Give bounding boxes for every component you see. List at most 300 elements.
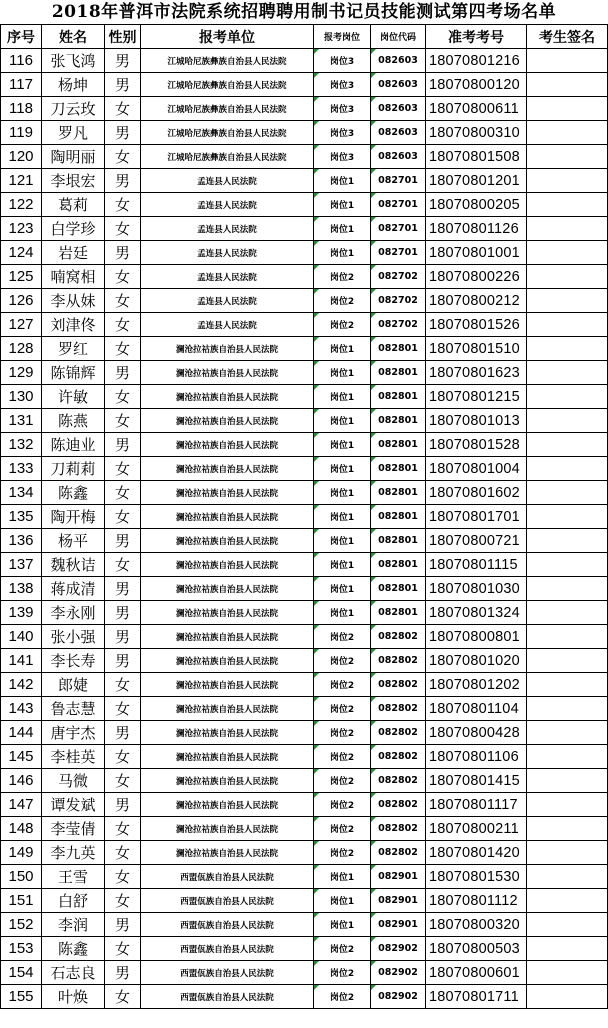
cell-exam-no: 18070800120: [426, 73, 527, 97]
cell-code: 082802: [371, 697, 426, 721]
cell-exam-no: 18070801013: [426, 409, 527, 433]
cell-no: 134: [1, 481, 42, 505]
header-signature: 考生签名: [527, 25, 608, 49]
cell-no: 123: [1, 217, 42, 241]
cell-no: 149: [1, 841, 42, 865]
cell-sex: 男: [105, 433, 141, 457]
cell-signature: [527, 457, 608, 481]
roster-table: [0, 24, 608, 1009]
cell-sex: 男: [105, 649, 141, 673]
cell-code: 082802: [371, 625, 426, 649]
cell-name: 岩廷: [42, 241, 105, 265]
cell-position: 岗位1: [314, 457, 371, 481]
cell-name: 白舒: [42, 889, 105, 913]
cell-position: 岗位2: [314, 649, 371, 673]
cell-no: 143: [1, 697, 42, 721]
cell-signature: [527, 985, 608, 1009]
cell-unit: 澜沧拉祜族自治县人民法院: [141, 841, 314, 865]
cell-code: 082603: [371, 145, 426, 169]
cell-exam-no: 18070800211: [426, 817, 527, 841]
cell-no: 119: [1, 121, 42, 145]
cell-position: 岗位3: [314, 121, 371, 145]
table-row: [1, 793, 608, 817]
cell-unit: 澜沧拉祜族自治县人民法院: [141, 697, 314, 721]
cell-position: 岗位2: [314, 625, 371, 649]
cell-exam-no: 18070801530: [426, 865, 527, 889]
cell-exam-no: 18070800611: [426, 97, 527, 121]
cell-no: 141: [1, 649, 42, 673]
cell-no: 131: [1, 409, 42, 433]
table-row: [1, 409, 608, 433]
cell-no: 137: [1, 553, 42, 577]
cell-position: 岗位1: [314, 553, 371, 577]
cell-exam-no: 18070801030: [426, 577, 527, 601]
cell-signature: [527, 73, 608, 97]
cell-position: 岗位2: [314, 313, 371, 337]
cell-code: 082902: [371, 985, 426, 1009]
cell-signature: [527, 433, 608, 457]
cell-name: 李垠宏: [42, 169, 105, 193]
table-row: [1, 865, 608, 889]
cell-position: 岗位1: [314, 505, 371, 529]
cell-name: 陈鑫: [42, 937, 105, 961]
cell-position: 岗位2: [314, 721, 371, 745]
table-row: [1, 769, 608, 793]
cell-unit: 澜沧拉祜族自治县人民法院: [141, 433, 314, 457]
table-row: [1, 673, 608, 697]
table-row: [1, 841, 608, 865]
cell-exam-no: 18070801201: [426, 169, 527, 193]
cell-sex: 女: [105, 505, 141, 529]
cell-name: 陶明丽: [42, 145, 105, 169]
cell-unit: 江城哈尼族彝族自治县人民法院: [141, 145, 314, 169]
cell-signature: [527, 745, 608, 769]
cell-exam-no: 18070801701: [426, 505, 527, 529]
cell-name: 杨平: [42, 529, 105, 553]
cell-name: 李长寿: [42, 649, 105, 673]
cell-position: 岗位1: [314, 577, 371, 601]
cell-exam-no: 18070801126: [426, 217, 527, 241]
cell-name: 罗红: [42, 337, 105, 361]
cell-no: 128: [1, 337, 42, 361]
cell-sex: 女: [105, 769, 141, 793]
cell-no: 147: [1, 793, 42, 817]
cell-no: 129: [1, 361, 42, 385]
cell-unit: 西盟佤族自治县人民法院: [141, 889, 314, 913]
cell-unit: 西盟佤族自治县人民法院: [141, 937, 314, 961]
cell-sex: 男: [105, 793, 141, 817]
cell-sex: 女: [105, 937, 141, 961]
cell-name: 李桂英: [42, 745, 105, 769]
cell-code: 082802: [371, 817, 426, 841]
cell-code: 082701: [371, 217, 426, 241]
table-row: [1, 649, 608, 673]
cell-exam-no: 18070801528: [426, 433, 527, 457]
cell-code: 082801: [371, 457, 426, 481]
cell-code: 082701: [371, 193, 426, 217]
cell-signature: [527, 961, 608, 985]
cell-name: 葛莉: [42, 193, 105, 217]
cell-code: 082802: [371, 721, 426, 745]
cell-position: 岗位1: [314, 433, 371, 457]
cell-no: 116: [1, 49, 42, 73]
table-row: [1, 913, 608, 937]
cell-position: 岗位2: [314, 937, 371, 961]
cell-name: 陈锦辉: [42, 361, 105, 385]
cell-no: 155: [1, 985, 42, 1009]
cell-exam-no: 18070801104: [426, 697, 527, 721]
cell-sex: 男: [105, 577, 141, 601]
cell-signature: [527, 793, 608, 817]
cell-unit: 澜沧拉祜族自治县人民法院: [141, 553, 314, 577]
cell-name: 叶焕: [42, 985, 105, 1009]
cell-unit: 澜沧拉祜族自治县人民法院: [141, 577, 314, 601]
table-row: [1, 817, 608, 841]
cell-exam-no: 18070801216: [426, 49, 527, 73]
cell-position: 岗位1: [314, 361, 371, 385]
cell-signature: [527, 505, 608, 529]
cell-sex: 男: [105, 529, 141, 553]
cell-signature: [527, 769, 608, 793]
table-row: [1, 169, 608, 193]
cell-code: 082801: [371, 385, 426, 409]
table-row: [1, 241, 608, 265]
cell-unit: 孟连县人民法院: [141, 193, 314, 217]
cell-signature: [527, 937, 608, 961]
cell-unit: 澜沧拉祜族自治县人民法院: [141, 505, 314, 529]
cell-position: 岗位1: [314, 529, 371, 553]
cell-code: 082702: [371, 265, 426, 289]
cell-signature: [527, 145, 608, 169]
cell-unit: 江城哈尼族彝族自治县人民法院: [141, 97, 314, 121]
cell-no: 146: [1, 769, 42, 793]
cell-exam-no: 18070801510: [426, 337, 527, 361]
cell-no: 135: [1, 505, 42, 529]
cell-no: 154: [1, 961, 42, 985]
cell-no: 151: [1, 889, 42, 913]
cell-sex: 女: [105, 313, 141, 337]
cell-code: 082801: [371, 409, 426, 433]
cell-signature: [527, 601, 608, 625]
cell-sex: 男: [105, 961, 141, 985]
cell-signature: [527, 625, 608, 649]
header-name: 姓名: [42, 25, 105, 49]
cell-signature: [527, 193, 608, 217]
cell-exam-no: 18070800503: [426, 937, 527, 961]
cell-no: 127: [1, 313, 42, 337]
cell-position: 岗位1: [314, 601, 371, 625]
cell-no: 130: [1, 385, 42, 409]
cell-code: 082801: [371, 505, 426, 529]
table-row: [1, 457, 608, 481]
cell-sex: 女: [105, 457, 141, 481]
cell-sex: 男: [105, 625, 141, 649]
cell-sex: 女: [105, 97, 141, 121]
cell-sex: 女: [105, 145, 141, 169]
cell-signature: [527, 553, 608, 577]
cell-code: 082801: [371, 601, 426, 625]
cell-sex: 女: [105, 697, 141, 721]
cell-signature: [527, 673, 608, 697]
cell-no: 125: [1, 265, 42, 289]
table-row: [1, 97, 608, 121]
cell-sex: 女: [105, 481, 141, 505]
cell-position: 岗位1: [314, 217, 371, 241]
cell-position: 岗位2: [314, 769, 371, 793]
cell-name: 罗凡: [42, 121, 105, 145]
cell-code: 082801: [371, 433, 426, 457]
table-row: [1, 289, 608, 313]
cell-sex: 女: [105, 817, 141, 841]
cell-signature: [527, 241, 608, 265]
cell-name: 张小强: [42, 625, 105, 649]
cell-name: 张飞鸿: [42, 49, 105, 73]
cell-exam-no: 18070801420: [426, 841, 527, 865]
cell-sex: 女: [105, 673, 141, 697]
cell-unit: 澜沧拉祜族自治县人民法院: [141, 673, 314, 697]
cell-sex: 女: [105, 553, 141, 577]
cell-unit: 西盟佤族自治县人民法院: [141, 985, 314, 1009]
table-row: [1, 361, 608, 385]
header-unit: 报考单位: [141, 25, 314, 49]
cell-exam-no: 18070800320: [426, 913, 527, 937]
cell-sex: 男: [105, 601, 141, 625]
cell-exam-no: 18070801115: [426, 553, 527, 577]
cell-exam-no: 18070801215: [426, 385, 527, 409]
cell-no: 124: [1, 241, 42, 265]
cell-signature: [527, 289, 608, 313]
table-row: [1, 145, 608, 169]
cell-sex: 女: [105, 289, 141, 313]
cell-position: 岗位3: [314, 49, 371, 73]
cell-exam-no: 18070800801: [426, 625, 527, 649]
cell-position: 岗位3: [314, 73, 371, 97]
cell-no: 140: [1, 625, 42, 649]
header-no: 序号: [1, 25, 42, 49]
cell-unit: 澜沧拉祜族自治县人民法院: [141, 817, 314, 841]
cell-sex: 女: [105, 265, 141, 289]
cell-no: 152: [1, 913, 42, 937]
cell-unit: 澜沧拉祜族自治县人民法院: [141, 769, 314, 793]
cell-no: 117: [1, 73, 42, 97]
cell-name: 李莹倩: [42, 817, 105, 841]
cell-sex: 男: [105, 121, 141, 145]
cell-no: 148: [1, 817, 42, 841]
cell-code: 082701: [371, 169, 426, 193]
cell-exam-no: 18070801001: [426, 241, 527, 265]
cell-name: 李永刚: [42, 601, 105, 625]
cell-exam-no: 18070800212: [426, 289, 527, 313]
cell-exam-no: 18070801324: [426, 601, 527, 625]
cell-name: 李润: [42, 913, 105, 937]
cell-name: 刘津佟: [42, 313, 105, 337]
cell-unit: 江城哈尼族彝族自治县人民法院: [141, 121, 314, 145]
cell-position: 岗位2: [314, 793, 371, 817]
cell-no: 145: [1, 745, 42, 769]
cell-unit: 孟连县人民法院: [141, 313, 314, 337]
cell-signature: [527, 697, 608, 721]
cell-unit: 澜沧拉祜族自治县人民法院: [141, 745, 314, 769]
cell-unit: 西盟佤族自治县人民法院: [141, 961, 314, 985]
cell-sex: 男: [105, 721, 141, 745]
cell-unit: 江城哈尼族彝族自治县人民法院: [141, 49, 314, 73]
cell-unit: 澜沧拉祜族自治县人民法院: [141, 721, 314, 745]
cell-name: 郎婕: [42, 673, 105, 697]
cell-signature: [527, 385, 608, 409]
header-code: 岗位代码: [371, 25, 426, 49]
cell-code: 082902: [371, 937, 426, 961]
cell-name: 喃窝相: [42, 265, 105, 289]
cell-exam-no: 18070800205: [426, 193, 527, 217]
cell-no: 132: [1, 433, 42, 457]
cell-exam-no: 18070800721: [426, 529, 527, 553]
cell-code: 082802: [371, 841, 426, 865]
cell-name: 谭发斌: [42, 793, 105, 817]
cell-sex: 男: [105, 913, 141, 937]
cell-exam-no: 18070801106: [426, 745, 527, 769]
table-row: [1, 625, 608, 649]
cell-sex: 男: [105, 241, 141, 265]
table-row: [1, 601, 608, 625]
cell-code: 082603: [371, 121, 426, 145]
cell-code: 082901: [371, 913, 426, 937]
cell-signature: [527, 889, 608, 913]
cell-position: 岗位1: [314, 193, 371, 217]
cell-exam-no: 18070801112: [426, 889, 527, 913]
cell-unit: 澜沧拉祜族自治县人民法院: [141, 529, 314, 553]
cell-exam-no: 18070801602: [426, 481, 527, 505]
cell-name: 蒋成清: [42, 577, 105, 601]
cell-position: 岗位1: [314, 481, 371, 505]
cell-signature: [527, 865, 608, 889]
table-row: [1, 505, 608, 529]
cell-no: 121: [1, 169, 42, 193]
cell-unit: 澜沧拉祜族自治县人民法院: [141, 625, 314, 649]
cell-name: 白学珍: [42, 217, 105, 241]
cell-code: 082801: [371, 529, 426, 553]
cell-name: 陶开梅: [42, 505, 105, 529]
cell-code: 082603: [371, 73, 426, 97]
cell-no: 138: [1, 577, 42, 601]
cell-sex: 男: [105, 361, 141, 385]
cell-code: 082901: [371, 889, 426, 913]
cell-exam-no: 18070801508: [426, 145, 527, 169]
cell-signature: [527, 97, 608, 121]
header-sex: 性别: [105, 25, 141, 49]
cell-exam-no: 18070801623: [426, 361, 527, 385]
cell-sex: 女: [105, 865, 141, 889]
table-row: [1, 481, 608, 505]
cell-position: 岗位1: [314, 865, 371, 889]
cell-unit: 澜沧拉祜族自治县人民法院: [141, 649, 314, 673]
cell-no: 122: [1, 193, 42, 217]
cell-unit: 澜沧拉祜族自治县人民法院: [141, 793, 314, 817]
cell-name: 王雪: [42, 865, 105, 889]
table-body: [1, 49, 608, 1009]
header-row: [1, 25, 608, 49]
cell-code: 082801: [371, 577, 426, 601]
cell-unit: 澜沧拉祜族自治县人民法院: [141, 361, 314, 385]
cell-name: 许敏: [42, 385, 105, 409]
cell-unit: 澜沧拉祜族自治县人民法院: [141, 457, 314, 481]
cell-sex: 女: [105, 409, 141, 433]
cell-code: 082702: [371, 289, 426, 313]
table-row: [1, 529, 608, 553]
cell-code: 082702: [371, 313, 426, 337]
cell-code: 082603: [371, 49, 426, 73]
cell-exam-no: 18070800428: [426, 721, 527, 745]
cell-exam-no: 18070801711: [426, 985, 527, 1009]
cell-signature: [527, 529, 608, 553]
table-row: [1, 313, 608, 337]
cell-signature: [527, 817, 608, 841]
cell-name: 李九英: [42, 841, 105, 865]
cell-code: 082802: [371, 769, 426, 793]
cell-signature: [527, 361, 608, 385]
cell-no: 126: [1, 289, 42, 313]
cell-no: 139: [1, 601, 42, 625]
cell-signature: [527, 841, 608, 865]
cell-unit: 孟连县人民法院: [141, 289, 314, 313]
cell-code: 082801: [371, 553, 426, 577]
cell-no: 120: [1, 145, 42, 169]
cell-signature: [527, 409, 608, 433]
cell-position: 岗位1: [314, 241, 371, 265]
cell-position: 岗位3: [314, 145, 371, 169]
cell-signature: [527, 721, 608, 745]
cell-name: 石志良: [42, 961, 105, 985]
cell-name: 陈鑫: [42, 481, 105, 505]
cell-sex: 男: [105, 49, 141, 73]
table-row: [1, 697, 608, 721]
cell-sex: 男: [105, 73, 141, 97]
table-row: [1, 577, 608, 601]
table-row: [1, 217, 608, 241]
table-row: [1, 337, 608, 361]
cell-no: 144: [1, 721, 42, 745]
cell-name: 陈燕: [42, 409, 105, 433]
cell-position: 岗位2: [314, 841, 371, 865]
cell-unit: 孟连县人民法院: [141, 265, 314, 289]
cell-sex: 男: [105, 169, 141, 193]
cell-name: 刀莉莉: [42, 457, 105, 481]
cell-code: 082802: [371, 745, 426, 769]
cell-position: 岗位1: [314, 337, 371, 361]
cell-unit: 孟连县人民法院: [141, 169, 314, 193]
cell-code: 082701: [371, 241, 426, 265]
cell-name: 魏秋诘: [42, 553, 105, 577]
cell-position: 岗位1: [314, 913, 371, 937]
cell-code: 082802: [371, 649, 426, 673]
cell-code: 082802: [371, 793, 426, 817]
cell-code: 082801: [371, 361, 426, 385]
cell-exam-no: 18070800226: [426, 265, 527, 289]
cell-signature: [527, 265, 608, 289]
cell-no: 153: [1, 937, 42, 961]
table-row: [1, 73, 608, 97]
page-title: 2018年普洱市法院系统招聘聘用制书记员技能测试第四考场名单: [51, 2, 557, 22]
table-row: [1, 193, 608, 217]
cell-unit: 孟连县人民法院: [141, 217, 314, 241]
cell-position: 岗位1: [314, 385, 371, 409]
cell-unit: 澜沧拉祜族自治县人民法院: [141, 409, 314, 433]
cell-sex: 女: [105, 889, 141, 913]
table-row: [1, 889, 608, 913]
header-position: 报考岗位: [314, 25, 371, 49]
cell-name: 马微: [42, 769, 105, 793]
cell-unit: 澜沧拉祜族自治县人民法院: [141, 337, 314, 361]
table-row: [1, 937, 608, 961]
